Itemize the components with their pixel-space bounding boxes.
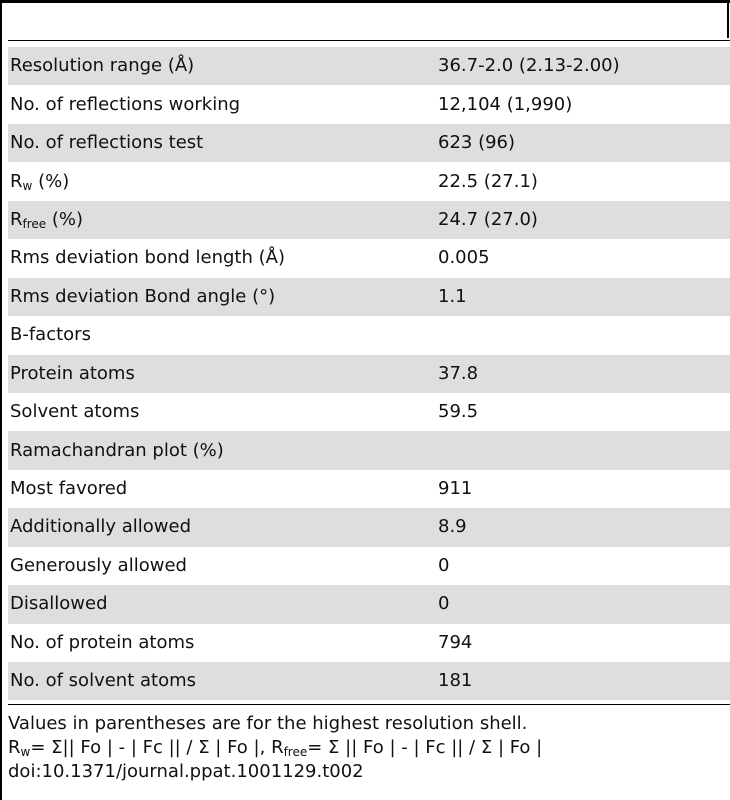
- row-value: 1.1: [434, 278, 730, 316]
- top-rule: [0, 0, 730, 3]
- rw-formula: = Σ|| Fo | - | Fc || / Σ | Fo |,: [30, 737, 272, 758]
- rw-subscript: w: [20, 745, 31, 759]
- bottom-rule: [8, 704, 730, 705]
- label-subscript: free: [22, 216, 47, 231]
- row-value: 181: [434, 662, 730, 700]
- row-value: 0: [438, 554, 450, 576]
- row-label: Ramachandran plot (%): [8, 431, 434, 469]
- table-row: [8, 508, 730, 546]
- rfree-symbol: R: [271, 737, 284, 758]
- label-unit: (%): [46, 208, 84, 230]
- row-label: Disallowed: [8, 585, 434, 623]
- row-label: Rms deviation bond length (Å): [10, 247, 285, 269]
- refinement-statistics-table: [8, 47, 730, 700]
- header-rule: [8, 40, 730, 41]
- label-symbol: R: [10, 170, 23, 192]
- table-row: [8, 393, 730, 431]
- row-value: 24.7 (27.0): [434, 201, 730, 239]
- row-value: 36.7-2.0 (2.13-2.00): [434, 47, 730, 85]
- row-value: 794: [438, 631, 473, 653]
- table-row: [8, 47, 730, 85]
- row-value: 623 (96): [434, 124, 730, 162]
- row-label: No. of reflections test: [8, 124, 434, 162]
- right-rule: [727, 0, 729, 38]
- row-value: [434, 431, 730, 469]
- row-label: Additionally allowed: [8, 508, 434, 546]
- row-label: Generously allowed: [10, 554, 187, 576]
- row-value: 911: [438, 478, 473, 500]
- table-row: [8, 431, 730, 469]
- label-subscript: w: [22, 178, 33, 193]
- row-label: [8, 162, 434, 200]
- row-label: Resolution range (Å): [8, 47, 434, 85]
- row-value: 0.005: [438, 247, 490, 269]
- table-row: [8, 278, 730, 316]
- label-unit: (%): [32, 170, 70, 192]
- doi-line: doi:10.1371/journal.ppat.1001129.t002: [8, 761, 364, 782]
- row-label: B-factors: [10, 324, 91, 346]
- table-row: [8, 355, 730, 393]
- footnote-parentheses: Values in parentheses are for the highest resolution shell.: [8, 713, 528, 734]
- row-value: 0: [434, 585, 730, 623]
- row-label: Most favored: [10, 478, 128, 500]
- row-value: 22.5 (27.1): [438, 170, 538, 192]
- table-row: [8, 85, 730, 123]
- row-value: [434, 316, 730, 354]
- row-value: 59.5: [438, 401, 479, 423]
- rfree-formula: = Σ || Fo | - | Fc || / Σ | Fo |: [307, 737, 543, 758]
- label-symbol: R: [10, 208, 23, 230]
- row-label: Rms deviation Bond angle (°): [8, 278, 434, 316]
- table-row: [8, 547, 730, 585]
- row-value: 8.9: [434, 508, 730, 546]
- table-row: [8, 624, 730, 662]
- table-row: [8, 124, 730, 162]
- table-row: [8, 316, 730, 354]
- table-row: [8, 201, 730, 239]
- row-label: Solvent atoms: [10, 401, 140, 423]
- left-rule: [0, 0, 2, 800]
- row-value: 37.8: [434, 355, 730, 393]
- row-label: Protein atoms: [8, 355, 434, 393]
- rw-symbol: R: [8, 737, 21, 758]
- row-label: No. of reflections working: [10, 93, 241, 115]
- table-row: [8, 239, 730, 277]
- table-row: [8, 470, 730, 508]
- row-label: No. of solvent atoms: [8, 662, 434, 700]
- rfree-subscript: free: [283, 745, 308, 759]
- footnote-r-formulas: [8, 736, 728, 760]
- table-row: [8, 162, 730, 200]
- table-footnotes: [8, 712, 728, 784]
- row-label: [8, 201, 434, 239]
- row-label: No. of protein atoms: [10, 631, 195, 653]
- table-row: [8, 585, 730, 623]
- row-value: 12,104 (1,990): [438, 93, 573, 115]
- table-row: [8, 662, 730, 700]
